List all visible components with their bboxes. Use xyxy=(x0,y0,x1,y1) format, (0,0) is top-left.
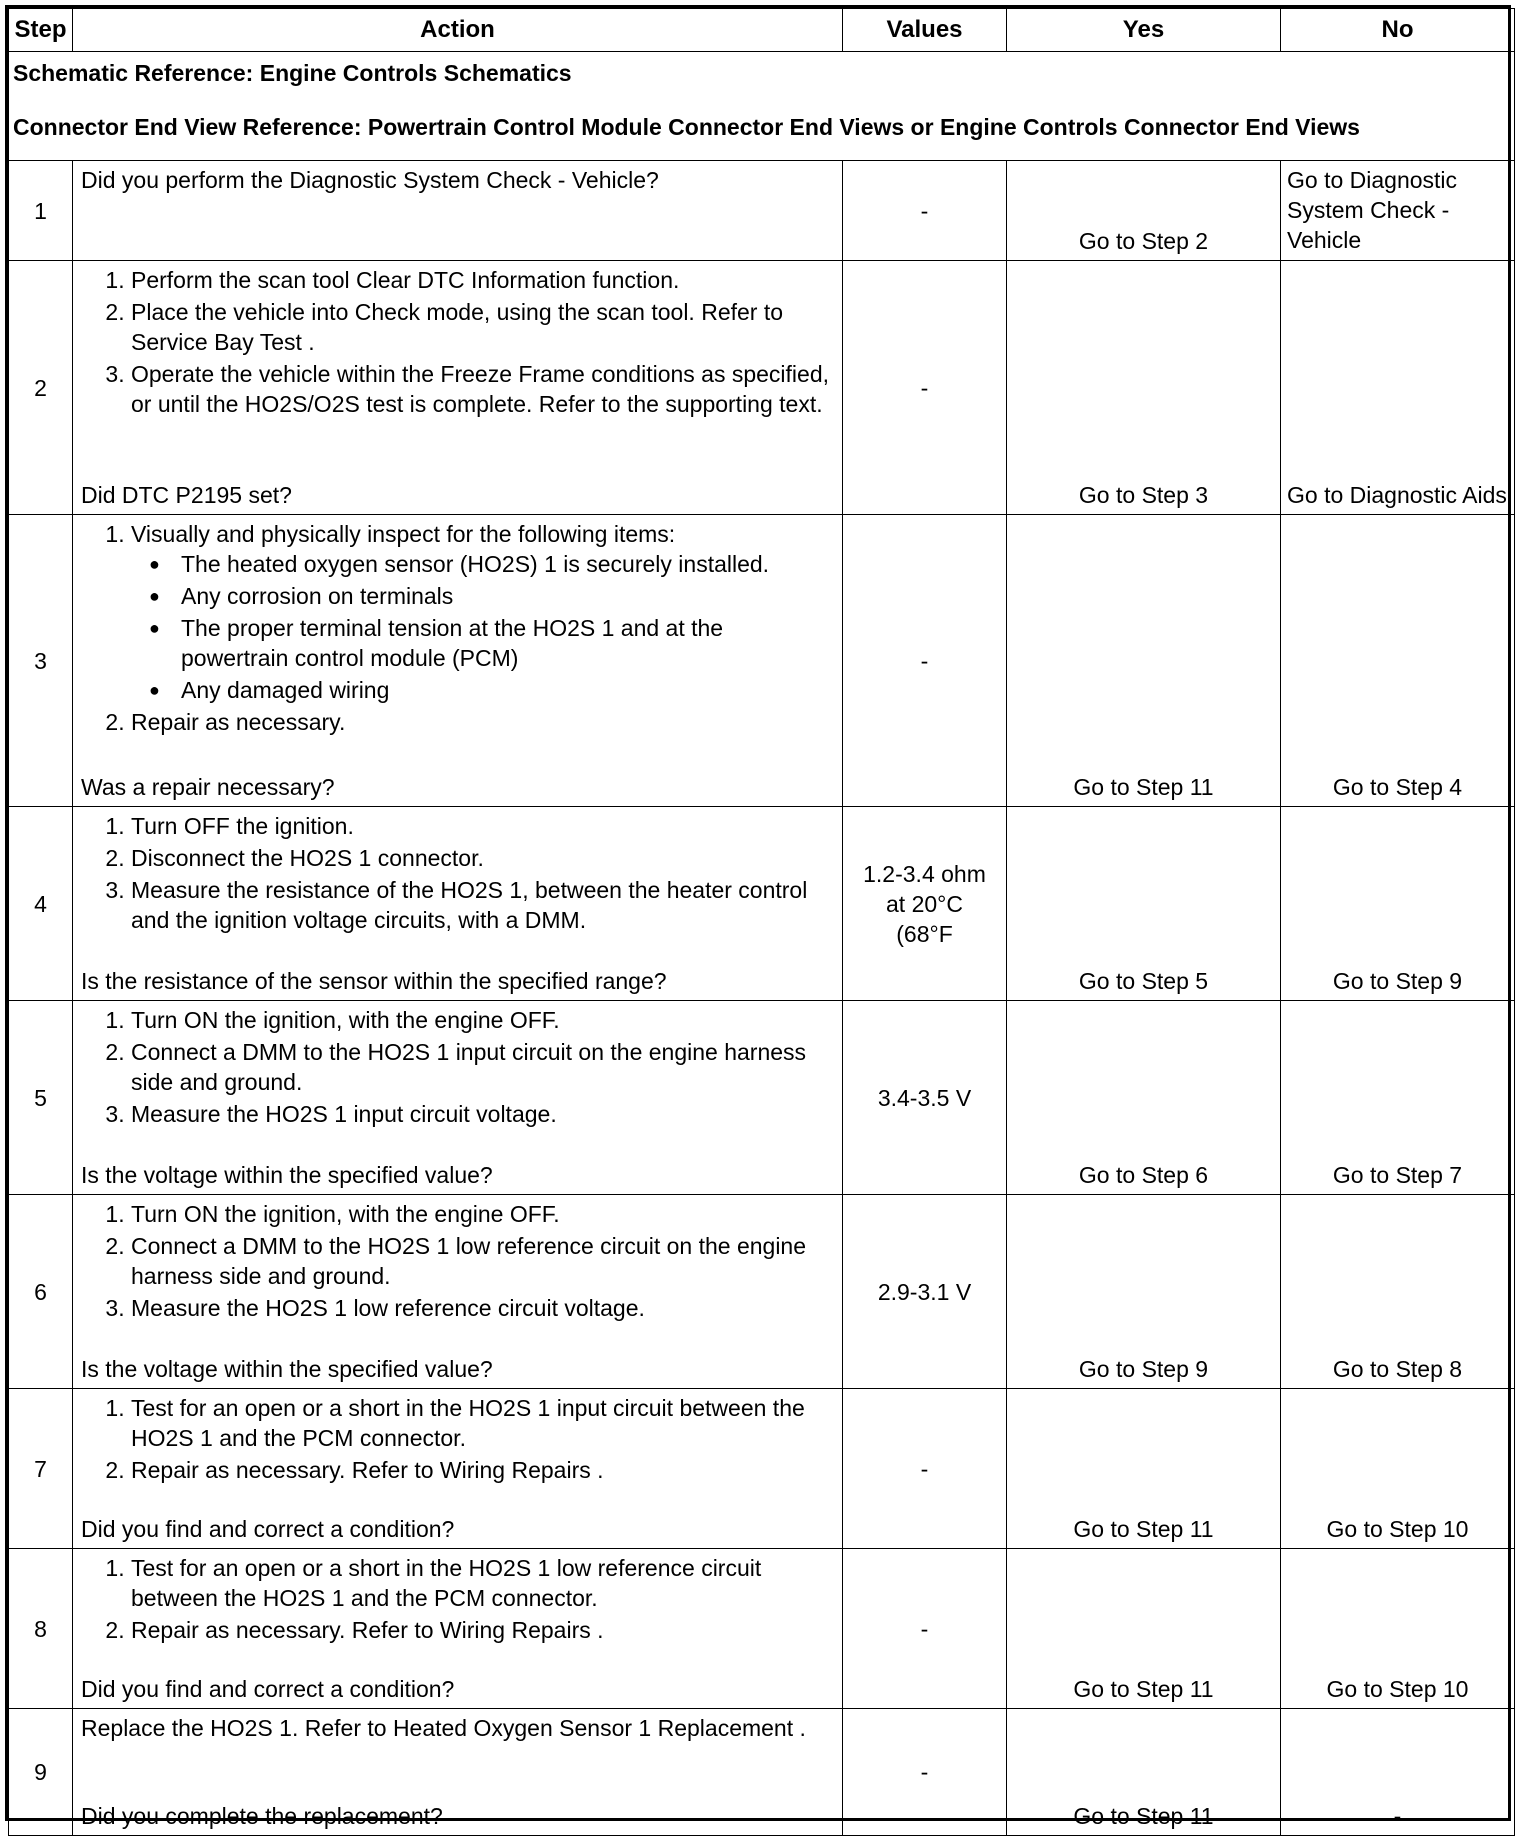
no-link[interactable]: Go to Step 7 xyxy=(1332,1162,1463,1188)
value-cell: - xyxy=(843,1389,1007,1549)
action-list xyxy=(81,1553,834,1645)
table-row xyxy=(9,1709,1515,1836)
value-cell: 3.4-3.5 V xyxy=(843,1001,1007,1195)
action-cell xyxy=(73,1549,843,1709)
no-cell xyxy=(1281,1389,1515,1549)
value-cell xyxy=(843,807,1007,1001)
table-row xyxy=(9,807,1515,1001)
no-link[interactable]: Go to Step 9 xyxy=(1332,968,1463,994)
action-list xyxy=(81,519,834,737)
bullet-item: ● Any corrosion on terminals xyxy=(181,581,834,611)
action-cell xyxy=(73,807,843,1001)
action-list xyxy=(81,265,834,419)
value-line: 1.2-3.4 ohm xyxy=(863,860,986,887)
reference-cell xyxy=(9,52,1515,161)
yes-cell xyxy=(1007,161,1281,261)
header-step: Step xyxy=(9,9,73,52)
yes-link[interactable]: Go to Step 11 xyxy=(1073,774,1214,800)
action-cell xyxy=(73,1195,843,1389)
action-cell xyxy=(73,1389,843,1549)
diagnostic-table-sheet xyxy=(5,5,1511,1829)
no-link[interactable]: Go to Step 8 xyxy=(1332,1356,1463,1382)
table-row xyxy=(9,261,1515,515)
yes-cell xyxy=(1007,1001,1281,1195)
no-cell xyxy=(1281,261,1515,515)
diagnostic-table xyxy=(8,8,1515,1836)
action-item: 2. Repair as necessary. Refer to Wiring Repairs . xyxy=(131,1455,834,1485)
yes-link[interactable]: Go to Step 11 xyxy=(1073,1803,1214,1829)
yes-cell xyxy=(1007,1549,1281,1709)
action-question: Did you find and correct a condition? xyxy=(81,1676,455,1702)
step-number: 8 xyxy=(9,1549,73,1709)
schematic-reference: Schematic Reference: Engine Controls Schematics xyxy=(13,60,572,86)
action-item: 2. Repair as necessary. xyxy=(131,707,834,737)
value-line: (68°F xyxy=(896,920,953,947)
action-cell xyxy=(73,161,843,261)
bullet-item: ● The heated oxygen sensor (HO2S) 1 is securely installed. xyxy=(181,549,834,579)
header-yes: Yes xyxy=(1007,9,1281,52)
action-cell xyxy=(73,1001,843,1195)
action-item: 3. Operate the vehicle within the Freeze Frame conditions as specified, or until the HO2S/O2S test is complete. Refer to the supporting text. xyxy=(131,359,834,419)
action-list xyxy=(81,1393,834,1485)
bullet-item: ● The proper terminal tension at the HO2S 1 and at the powertrain control module (PCM) xyxy=(181,613,834,673)
no-cell xyxy=(1281,807,1515,1001)
yes-cell xyxy=(1007,515,1281,807)
no-cell xyxy=(1281,515,1515,807)
action-list xyxy=(81,1199,834,1323)
yes-cell xyxy=(1007,807,1281,1001)
value-cell: 2.9-3.1 V xyxy=(843,1195,1007,1389)
action-question: Is the resistance of the sensor within the specified range? xyxy=(81,968,667,994)
action-question: Did DTC P2195 set? xyxy=(81,482,292,508)
no-cell xyxy=(1281,1709,1515,1836)
action-question: Was a repair necessary? xyxy=(81,774,335,800)
header-action: Action xyxy=(73,9,843,52)
value-cell: - xyxy=(843,161,1007,261)
action-question: Did you complete the replacement? xyxy=(81,1803,443,1829)
yes-link[interactable]: Go to Step 6 xyxy=(1078,1162,1209,1188)
action-item: 3. Measure the HO2S 1 input circuit voltage. xyxy=(131,1099,834,1129)
no-cell xyxy=(1281,161,1515,261)
action-item: 1. Test for an open or a short in the HO2S 1 low reference circuit between the HO2S 1 and the PCM connector. xyxy=(131,1553,834,1613)
action-list xyxy=(81,1005,834,1129)
header-values: Values xyxy=(843,9,1007,52)
yes-cell xyxy=(1007,1389,1281,1549)
yes-link[interactable]: Go to Step 11 xyxy=(1073,1676,1214,1702)
no-link[interactable]: Go to Diagnostic System Check - Vehicle xyxy=(1287,167,1458,253)
action-item: 2. Connect a DMM to the HO2S 1 input circuit on the engine harness side and ground. xyxy=(131,1037,834,1097)
yes-link[interactable]: Go to Step 2 xyxy=(1078,228,1209,254)
action-item xyxy=(131,519,834,705)
yes-cell xyxy=(1007,1709,1281,1836)
action-item: 2. Connect a DMM to the HO2S 1 low reference circuit on the engine harness side and ground. xyxy=(131,1231,834,1291)
no-cell xyxy=(1281,1195,1515,1389)
inspection-bullets xyxy=(131,549,834,705)
action-item: 1. Turn OFF the ignition. xyxy=(131,811,834,841)
action-question: Is the voltage within the specified value? xyxy=(81,1162,493,1188)
yes-link[interactable]: Go to Step 5 xyxy=(1078,968,1209,994)
action-text: Did you perform the Diagnostic System Check - Vehicle? xyxy=(81,167,659,193)
table-row xyxy=(9,515,1515,807)
action-item: 2. Repair as necessary. Refer to Wiring Repairs . xyxy=(131,1615,834,1645)
step-number: 3 xyxy=(9,515,73,807)
action-cell xyxy=(73,261,843,515)
connector-reference: Connector End View Reference: Powertrain Control Module Connector End Views or Engine Controls Connector End Views xyxy=(13,114,1360,140)
step-number: 5 xyxy=(9,1001,73,1195)
action-item: 1. Turn ON the ignition, with the engine OFF. xyxy=(131,1005,834,1035)
no-link: - xyxy=(1393,1803,1402,1829)
no-link[interactable]: Go to Step 10 xyxy=(1326,1676,1469,1702)
step-number: 2 xyxy=(9,261,73,515)
action-list xyxy=(81,811,834,935)
table-row xyxy=(9,1195,1515,1389)
value-cell: - xyxy=(843,261,1007,515)
action-question: Is the voltage within the specified value? xyxy=(81,1356,493,1382)
yes-link[interactable]: Go to Step 11 xyxy=(1073,1516,1214,1542)
no-link[interactable]: Go to Step 10 xyxy=(1326,1516,1469,1542)
step-number: 4 xyxy=(9,807,73,1001)
no-link[interactable]: Go to Diagnostic Aids xyxy=(1287,482,1507,508)
action-item: 1. Turn ON the ignition, with the engine OFF. xyxy=(131,1199,834,1229)
action-item: 2. Disconnect the HO2S 1 connector. xyxy=(131,843,834,873)
value-line: at 20°C xyxy=(886,890,963,917)
value-cell: - xyxy=(843,1549,1007,1709)
action-text: Replace the HO2S 1. Refer to Heated Oxygen Sensor 1 Replacement . xyxy=(81,1715,806,1741)
action-item: 1. Test for an open or a short in the HO2S 1 input circuit between the HO2S 1 and the PCM connector. xyxy=(131,1393,834,1453)
yes-cell xyxy=(1007,1195,1281,1389)
no-cell xyxy=(1281,1549,1515,1709)
step-number: 1 xyxy=(9,161,73,261)
step-number: 7 xyxy=(9,1389,73,1549)
yes-link[interactable]: Go to Step 3 xyxy=(1078,482,1209,508)
action-item: 3. Measure the HO2S 1 low reference circuit voltage. xyxy=(131,1293,834,1323)
no-link[interactable]: Go to Step 4 xyxy=(1332,774,1463,800)
table-row xyxy=(9,1389,1515,1549)
yes-link[interactable]: Go to Step 9 xyxy=(1078,1356,1209,1382)
header-row xyxy=(9,9,1515,52)
step-number: 9 xyxy=(9,1709,73,1836)
action-cell xyxy=(73,1709,843,1836)
header-no: No xyxy=(1281,9,1515,52)
value-cell: - xyxy=(843,515,1007,807)
bullet-item: ● Any damaged wiring xyxy=(181,675,834,705)
action-item: 1. Perform the scan tool Clear DTC Information function. xyxy=(131,265,834,295)
action-question: Did you find and correct a condition? xyxy=(81,1516,455,1542)
value-cell: - xyxy=(843,1709,1007,1836)
step-number: 6 xyxy=(9,1195,73,1389)
reference-row xyxy=(9,52,1515,161)
action-item: 3. Measure the resistance of the HO2S 1, between the heater control and the ignition voltage circuits, with a DMM. xyxy=(131,875,834,935)
yes-cell xyxy=(1007,261,1281,515)
table-row xyxy=(9,161,1515,261)
no-cell xyxy=(1281,1001,1515,1195)
table-row xyxy=(9,1549,1515,1709)
action-cell xyxy=(73,515,843,807)
table-row xyxy=(9,1001,1515,1195)
action-item-text: Visually and physically inspect for the following items: xyxy=(131,521,676,547)
action-item: 2. Place the vehicle into Check mode, using the scan tool. Refer to Service Bay Test . xyxy=(131,297,834,357)
